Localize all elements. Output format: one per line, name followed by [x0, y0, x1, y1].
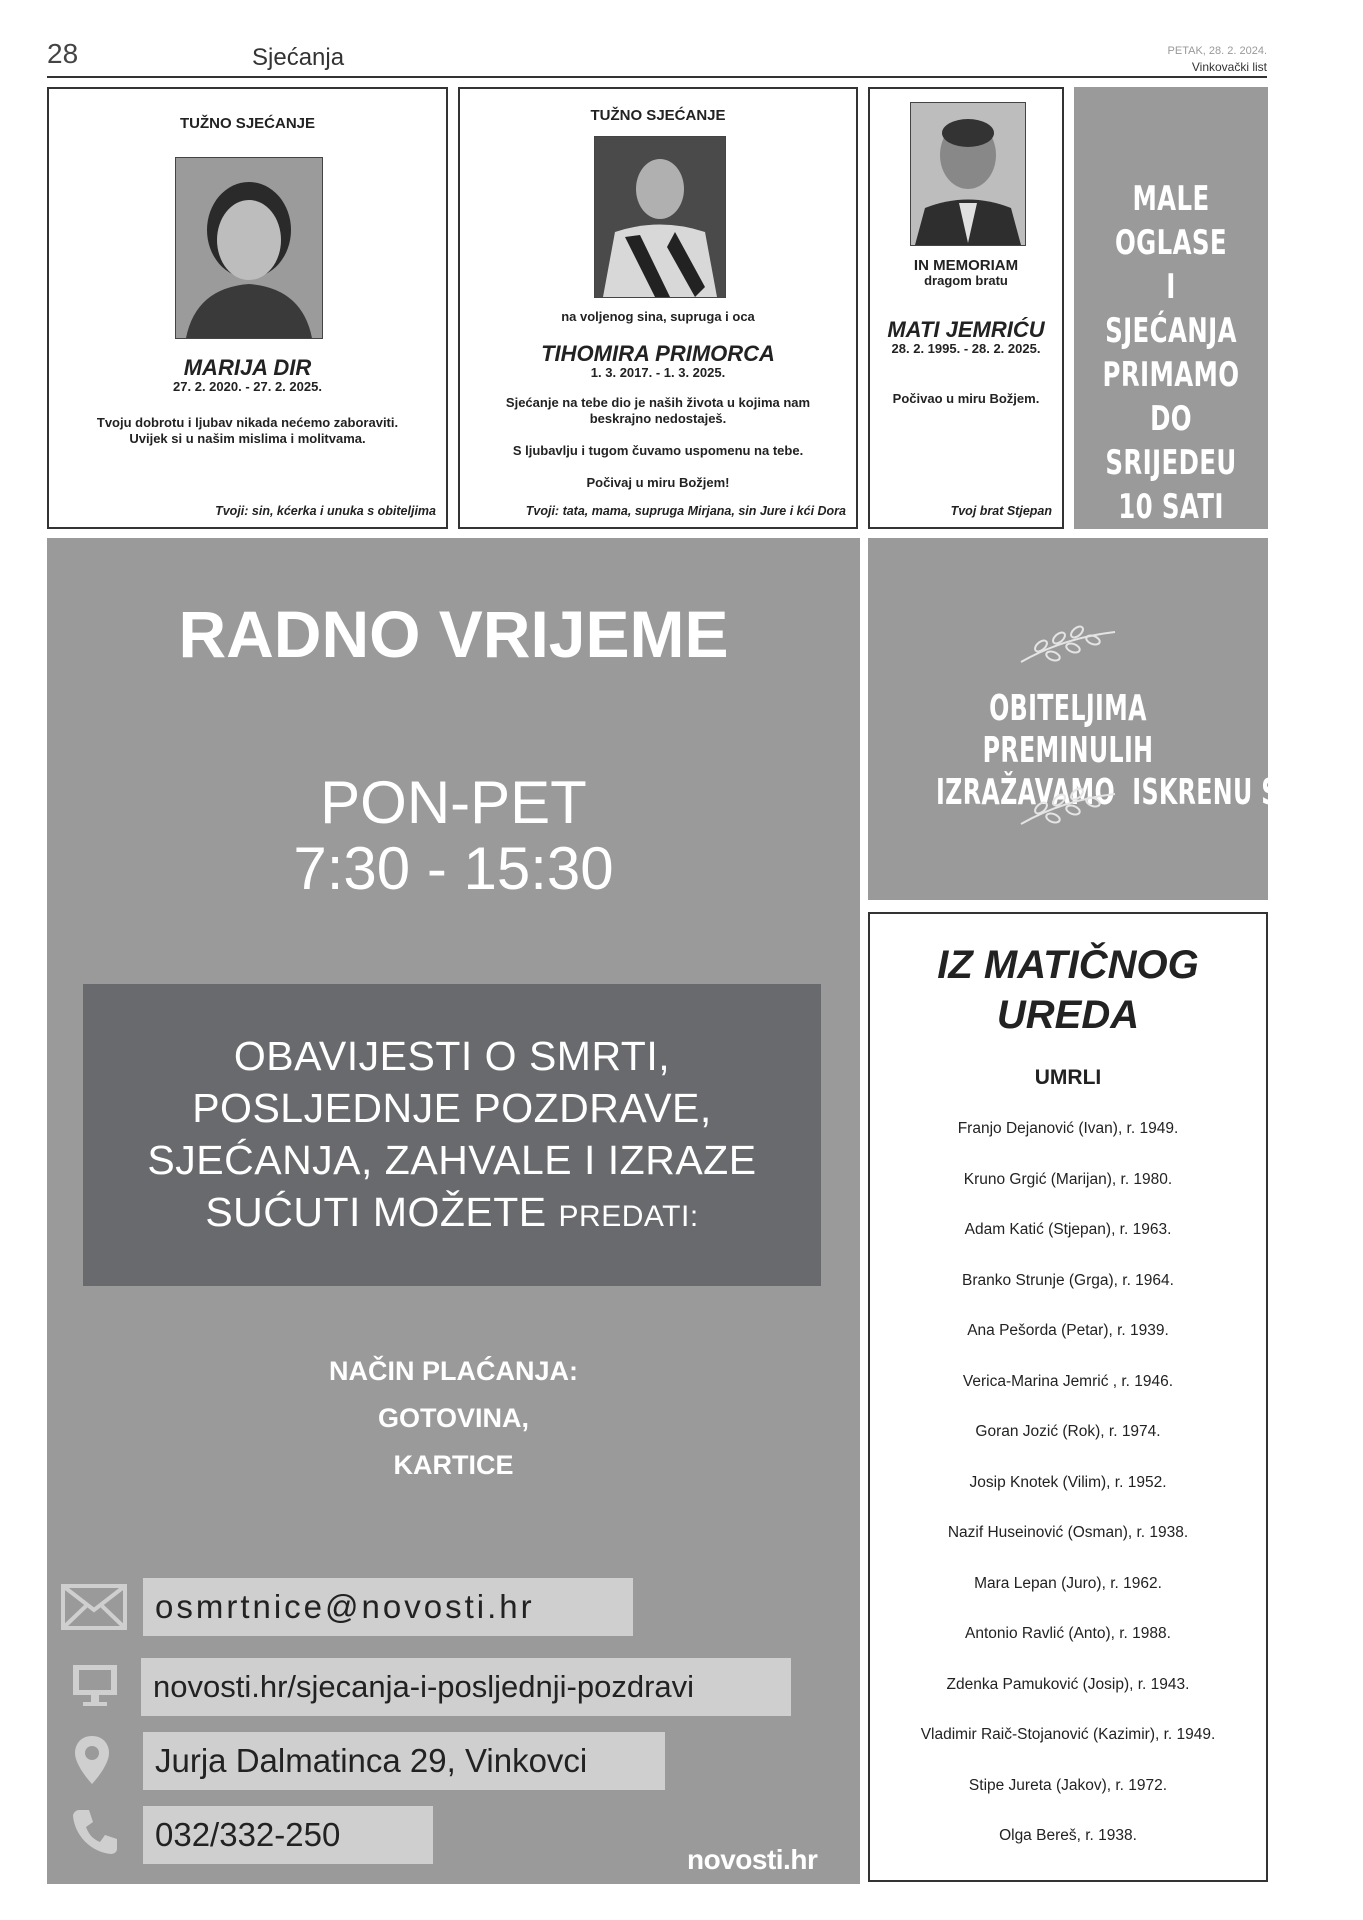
obituary-signature: Tvoj brat Stjepan [950, 504, 1052, 518]
deceased-list [870, 1120, 1266, 1878]
notice-line: OBAVIJESTI O SMRTI, [233, 1033, 671, 1079]
obituary-text-line: Počivaj u miru Božjem! [586, 475, 730, 490]
obituary-text-line: Tvoju dobrotu i ljubav nikada nećemo zaboraviti. [96, 415, 399, 430]
list-item: Branko Strunje (Grga), r. 1964. [962, 1271, 1174, 1289]
list-item: Nazif Huseinović (Osman), r. 1938. [947, 1524, 1189, 1541]
ad-title: RADNO VRIJEME [178, 597, 729, 671]
life-dates: 1. 3. 2017. - 1. 3. 2025. [590, 365, 726, 380]
email-field[interactable]: osmrtnice@novosti.hr [143, 1578, 633, 1636]
address-field[interactable]: Jurja Dalmatinca 29, Vinkovci [143, 1732, 665, 1790]
working-days: PON-PET [320, 769, 587, 836]
notice-line: PRIMAMO [1102, 355, 1240, 395]
laurel-branch-icon [1013, 620, 1123, 670]
classifieds-notice-box [1074, 87, 1268, 529]
obituary-header: IN MEMORIAM [913, 257, 1019, 274]
publication-name: Vinkovački list [1191, 60, 1267, 74]
notice-line: SJEĆANJA, ZAHVALE I IZRAZE [147, 1137, 757, 1183]
obituary-intro: na voljenog sina, supruga i oca [561, 309, 755, 324]
deceased-name: TIHOMIRA PRIMORCA [541, 341, 775, 366]
list-item: Mara Lepan (Juro), r. 1962. [974, 1574, 1162, 1592]
notice-line: MALE [1132, 179, 1210, 219]
list-item: Antonio Ravlić (Anto), r. 1988. [965, 1625, 1171, 1642]
phone-field[interactable]: 032/332-250 [143, 1806, 433, 1864]
obituary-text-line: Sjećanje na tebe dio je naših života u kojima nam [505, 395, 811, 410]
life-dates: 27. 2. 2020. - 27. 2. 2025. [173, 379, 322, 394]
payment-title: NAČIN PLAĆANJA: [329, 1356, 578, 1386]
list-item: Goran Jozić (Rok), r. 1974. [975, 1423, 1161, 1440]
list-item: Franjo Dejanović (Ivan), r. 1949. [957, 1120, 1179, 1137]
portrait-photo [910, 102, 1026, 246]
notice-line: OGLASE [1115, 223, 1227, 263]
header-rule [47, 76, 1267, 78]
phone-icon [71, 1806, 121, 1856]
working-hours: 7:30 - 15:30 [293, 835, 614, 902]
obituary-signature: Tvoji: sin, kćerka i unuka s obiteljima [215, 504, 436, 518]
condolence-box [868, 538, 1363, 900]
page-number: 28 [47, 38, 79, 69]
monitor-icon [71, 1663, 119, 1707]
obituary-text-line: S ljubavlju i tugom čuvamo uspomenu na tebe. [512, 443, 804, 458]
obituary-card-3 [868, 87, 1064, 529]
registry-box [868, 912, 1268, 1882]
website-field[interactable]: novosti.hr/sjecanja-i-posljednji-pozdravi [141, 1658, 791, 1716]
life-dates: 28. 2. 1995. - 28. 2. 2025. [891, 341, 1041, 356]
list-item: Stipe Jureta (Jakov), r. 1972. [968, 1776, 1168, 1794]
condolence-line: IZRAŽAVAMO ISKRENU SUĆUT! [936, 772, 1363, 813]
obituary-text-line: Počivao u miru Božjem. [892, 391, 1040, 406]
notice-line: DO SRIJEDEU [1105, 399, 1237, 483]
obituary-intro: dragom bratu [924, 273, 1008, 288]
payment-option: GOTOVINA, [377, 1403, 530, 1433]
list-item: Ana Pešorda (Petar), r. 1939. [967, 1322, 1169, 1339]
obituary-header: TUŽNO SJEĆANJE [179, 115, 316, 132]
notice-line: 10 SATI [1118, 487, 1224, 527]
issue-date: PETAK, 28. 2. 2024. [1167, 45, 1267, 57]
notice-line-tail: PREDATI: [558, 1200, 699, 1233]
section-title: Sjećanja [252, 44, 345, 71]
condolence-line: OBITELJIMA PREMINULIH [982, 688, 1154, 771]
working-hours-ad [47, 538, 860, 1884]
list-item: Zdenka Pamuković (Josip), r. 1943. [946, 1675, 1190, 1693]
novosti-logo: novosti.hr [687, 1844, 818, 1875]
deceased-name: MATI JEMRIĆU [887, 317, 1045, 342]
payment-option: KARTICE [393, 1450, 514, 1480]
location-pin-icon [73, 1734, 111, 1786]
notice-panel [83, 984, 821, 1286]
deceased-name: MARIJA DIR [183, 355, 312, 380]
obituary-header: TUŽNO SJEĆANJE [590, 107, 726, 124]
envelope-icon [61, 1584, 127, 1630]
obituary-text-line: beskrajno nedostaješ. [589, 411, 727, 426]
notice-line: SUĆUTI MOŽETE [205, 1189, 547, 1235]
portrait-photo [175, 157, 323, 339]
laurel-branch-icon [1013, 782, 1123, 832]
list-item: Adam Katić (Stjepan), r. 1963. [964, 1221, 1172, 1238]
list-item: Verica-Marina Jemrić , r. 1946. [962, 1372, 1174, 1390]
obituary-card-1 [47, 87, 448, 529]
list-item: Kruno Grgić (Marijan), r. 1980. [963, 1170, 1173, 1188]
obituary-signature: Tvoji: tata, mama, supruga Mirjana, sin Jure i kći Dora [525, 504, 846, 518]
obituary-card-2 [458, 87, 858, 529]
portrait-photo [594, 136, 726, 298]
registry-title: IZ MATIČNOG [937, 943, 1199, 987]
registry-subtitle: UMRLI [1034, 1066, 1102, 1089]
list-item: Olga Bereš, r. 1938. [999, 1827, 1137, 1844]
notice-line: POSLJEDNJE POZDRAVE, [192, 1085, 712, 1131]
registry-title: UREDA [996, 993, 1140, 1037]
list-item: Vladimir Raič-Stojanović (Kazimir), r. 1949. [920, 1726, 1216, 1743]
obituary-text-line: Uvijek si u našim mislima i molitvama. [129, 431, 366, 446]
list-item: Josip Knotek (Vilim), r. 1952. [969, 1473, 1167, 1491]
notice-line: I SJEĆANJA [1105, 267, 1237, 351]
